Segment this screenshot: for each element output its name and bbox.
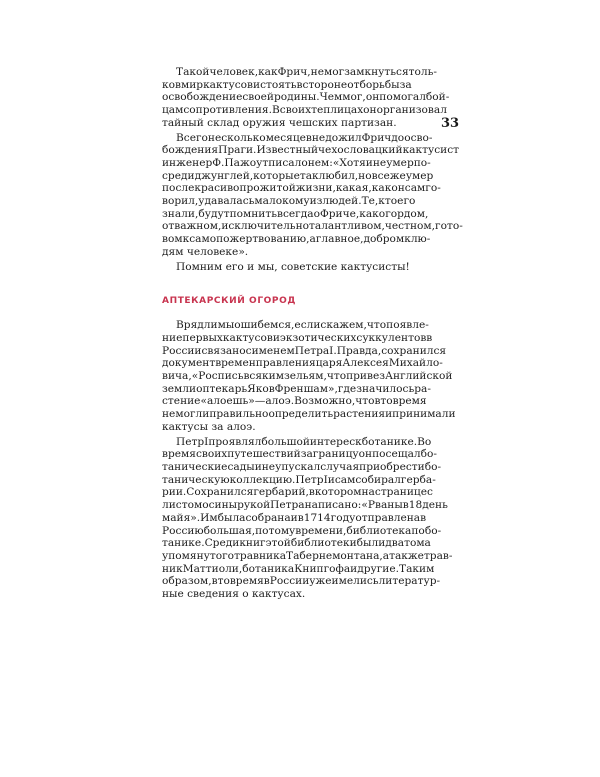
paragraph — [162, 319, 456, 433]
text-line: ВсегонесколькомесяцевнедожилФричдоосво- — [176, 131, 433, 144]
text-line: дям человеке». — [162, 245, 249, 258]
text-line: знали,будутпомнитьвсегдаоФриче,какогордом, — [162, 207, 429, 220]
paragraph — [162, 261, 430, 274]
text-line: таническиесадыинеупускалслучаяприобрестибо- — [162, 460, 442, 473]
text-line: Такойчеловек,какФрич,немогзамкнутьсятоль- — [176, 66, 437, 78]
text-line: Россиюбольшая,потомувремени,библиотекапобо- — [162, 524, 442, 537]
text-line: ниепервыхкактусовиэкзотическихсуккулентовв — [162, 331, 433, 344]
text-line: ковмиркактусовистоятьвсторонеотборьбыза — [162, 78, 412, 91]
text-line: божденияПраги.Известныйчехословацкийкактусист — [162, 144, 460, 157]
text-line: цамсопротивления.Всвоихтеплицахонорганизовал — [162, 104, 447, 117]
text-line: немоглиправильноопределитьрастенияипринимали — [162, 408, 456, 421]
text-line: освобождениесвоейродины.Чеммог,онпомогалбой- — [162, 91, 450, 104]
text-line: Врядлимыошибемся,еслискажем,чтопоявле- — [176, 319, 429, 332]
text-line: Помним его и мы, советские кактусисты! — [176, 260, 410, 273]
text-line: землиоптекарьЯковФреншам»,гдезначилосьра- — [162, 382, 431, 395]
paragraph — [162, 131, 463, 259]
text-line: тайный склад оружия чешских партизан. — [162, 116, 397, 129]
text-line: ворил,удаваласьмалокомуизлюдей.Те,ктоего — [162, 195, 416, 208]
text-line: рии.Сохранилсягербарий,вкоторомнастраницес — [162, 486, 433, 499]
page-number: 33 — [441, 116, 460, 131]
text-line: РоссиисвязаносименемПетраI.Правда,сохранился — [162, 344, 447, 357]
text-line: послекрасивопрожитойжизни,какая,каконсамго- — [162, 182, 441, 195]
paragraph — [162, 435, 453, 601]
text-line: кактусы за алоэ. — [162, 420, 256, 433]
text-line: ные сведения о кактусах. — [162, 588, 306, 601]
text-line: инженерФ.Пажоутписалонем:«Хотяинеумерпо- — [162, 156, 431, 169]
text-line: никМаттиоли,ботаникаКнипгофаидругие.Таким — [162, 562, 435, 575]
text-line: документвременправленияцаряАлексеяМихайло- — [162, 357, 443, 370]
text-line: средиджунглей,которыетаклюбил,новсежеумер — [162, 169, 434, 182]
text-line: майя».Имбыласобранаив1714годуотправленав — [162, 511, 427, 524]
text-line: времясвоихпутешествийзаграницуонпосещалбо- — [162, 448, 437, 461]
text-line: ПетрIпроявлялбольшойинтерескботанике.Во — [176, 435, 432, 448]
text-line: листомосинырукойПетранаписано:«Рваныв18день — [162, 499, 448, 512]
text-line: танике.Средикнигэтойбиблиотекибылидватома — [162, 537, 431, 550]
text-line: отважном,исключительноталантливом,честном,гото- — [162, 220, 463, 233]
text-line: стение«алоешь»—алоэ.Возможно,чтовтовремя — [162, 395, 427, 408]
text-line: вомксамопожертвованию,аглавное,добромклю- — [162, 233, 431, 246]
text-line: таническуюколлекцию.ПетрIисамсобиралгерба- — [162, 473, 436, 486]
text-line: вича,«Росписьвсякимзельям,чтопривезАнглийской — [162, 370, 453, 383]
section-text-after — [162, 319, 456, 601]
paragraph — [162, 66, 450, 130]
text-line: образом,втовремявРоссииужеимелисьлитератур- — [162, 575, 441, 588]
section-heading: АПТЕКАРСКИЙ ОГОРОД — [162, 296, 296, 307]
text-line: упомянутоготравникаТабернемонтана,атакжетрав- — [162, 549, 453, 562]
